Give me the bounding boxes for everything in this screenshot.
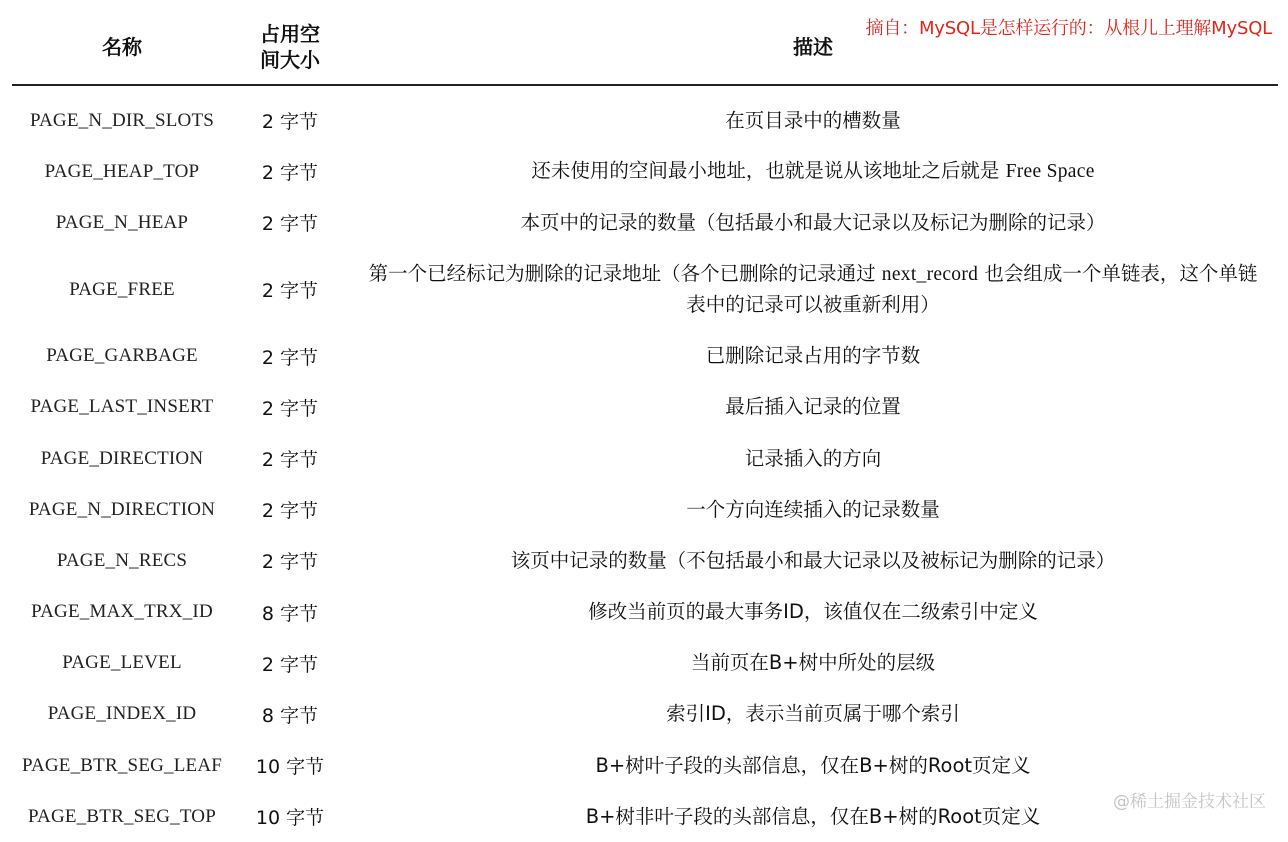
row-name: PAGE_N_DIRECTION xyxy=(28,498,216,520)
table-row xyxy=(12,197,1278,248)
row-name: PAGE_INDEX_ID xyxy=(47,703,197,725)
row-desc-code: next_record xyxy=(881,264,979,286)
table-row xyxy=(12,689,1278,740)
row-desc-tail: 也会组成一个单链表，这个单链表中的记录可以被重新利用） xyxy=(686,262,1258,317)
row-name: PAGE_GARBAGE xyxy=(46,345,198,367)
row-desc: B+树非叶子段的头部信息，仅在B+树的Root页定义 xyxy=(585,804,1041,828)
header-size: 占用空 间大小 xyxy=(260,22,320,72)
row-size: 2 字节 xyxy=(261,551,319,574)
row-desc: 该页中记录的数量（不包括最小和最大记录以及被标记为删除的记录） xyxy=(510,548,1116,572)
row-size: 10 字节 xyxy=(255,756,325,779)
row-desc: 已删除记录占用的字节数 xyxy=(705,344,921,368)
table-row xyxy=(12,791,1278,842)
table-row xyxy=(12,638,1278,689)
table-row xyxy=(12,95,1278,146)
row-name: PAGE_MAX_TRX_ID xyxy=(31,601,213,623)
row-name: PAGE_N_DIR_SLOTS xyxy=(29,109,215,131)
table-header xyxy=(12,10,1278,86)
table-row xyxy=(12,331,1278,382)
row-desc: 记录插入的方向 xyxy=(744,446,882,470)
row-name: PAGE_FREE xyxy=(69,278,175,300)
page-header-table xyxy=(12,10,1278,842)
row-size: 2 字节 xyxy=(261,213,319,236)
row-desc-code: Free Space xyxy=(1005,161,1095,183)
table-row xyxy=(12,146,1278,197)
row-size: 10 字节 xyxy=(255,807,325,830)
row-size: 2 字节 xyxy=(261,280,319,303)
row-name: PAGE_LEVEL xyxy=(62,652,182,674)
row-name: PAGE_N_HEAP xyxy=(55,211,189,233)
table-row xyxy=(12,587,1278,638)
table-body xyxy=(12,86,1278,842)
row-size: 2 字节 xyxy=(261,397,319,420)
row-name: PAGE_HEAP_TOP xyxy=(44,160,200,182)
row-size: 2 字节 xyxy=(261,449,319,472)
row-size: 2 字节 xyxy=(261,346,319,369)
row-desc: 最后插入记录的位置 xyxy=(725,395,901,419)
row-desc: B+树叶子段的头部信息，仅在B+树的Root页定义 xyxy=(595,753,1031,777)
row-size: 2 字节 xyxy=(261,500,319,523)
row-desc: 一个方向连续插入的记录数量 xyxy=(686,497,940,521)
source-note: 摘自：MySQL是怎样运行的：从根儿上理解MySQL xyxy=(865,18,1272,39)
row-desc: 本页中的记录的数量（包括最小和最大记录以及标记为删除的记录） xyxy=(520,210,1106,234)
row-size: 2 字节 xyxy=(261,162,319,185)
row-size: 2 字节 xyxy=(261,111,319,134)
row-size: 8 字节 xyxy=(261,704,319,727)
row-name: PAGE_LAST_INSERT xyxy=(30,396,214,418)
row-desc: 修改当前页的最大事务ID，该值仅在二级索引中定义 xyxy=(588,600,1038,624)
row-size: 8 字节 xyxy=(261,602,319,625)
row-desc: 在页目录中的槽数量 xyxy=(725,108,901,132)
row-desc-text: 第一个已经标记为删除的记录地址（各个已删除的记录通过 xyxy=(368,262,876,286)
row-desc: 索引ID，表示当前页属于哪个索引 xyxy=(666,702,960,726)
row-desc xyxy=(348,259,1278,320)
table-row xyxy=(12,433,1278,484)
row-name: PAGE_DIRECTION xyxy=(40,447,204,469)
table-row xyxy=(12,382,1278,433)
table-row xyxy=(12,484,1278,535)
row-desc xyxy=(348,156,1278,187)
table-row xyxy=(12,740,1278,791)
table-row xyxy=(12,249,1278,331)
table-row xyxy=(12,535,1278,586)
row-size: 2 字节 xyxy=(261,653,319,676)
header-desc: 描述 xyxy=(793,35,833,59)
row-desc-text: 还未使用的空间最小地址，也就是说从该地址之后就是 xyxy=(531,159,1000,183)
watermark: @稀土掘金技术社区 xyxy=(1113,792,1266,812)
row-name: PAGE_BTR_SEG_LEAF xyxy=(21,754,223,776)
row-desc: 当前页在B+树中所处的层级 xyxy=(690,651,936,675)
row-name: PAGE_N_RECS xyxy=(56,549,188,571)
row-name: PAGE_BTR_SEG_TOP xyxy=(28,805,216,827)
header-name: 名称 xyxy=(102,35,142,59)
